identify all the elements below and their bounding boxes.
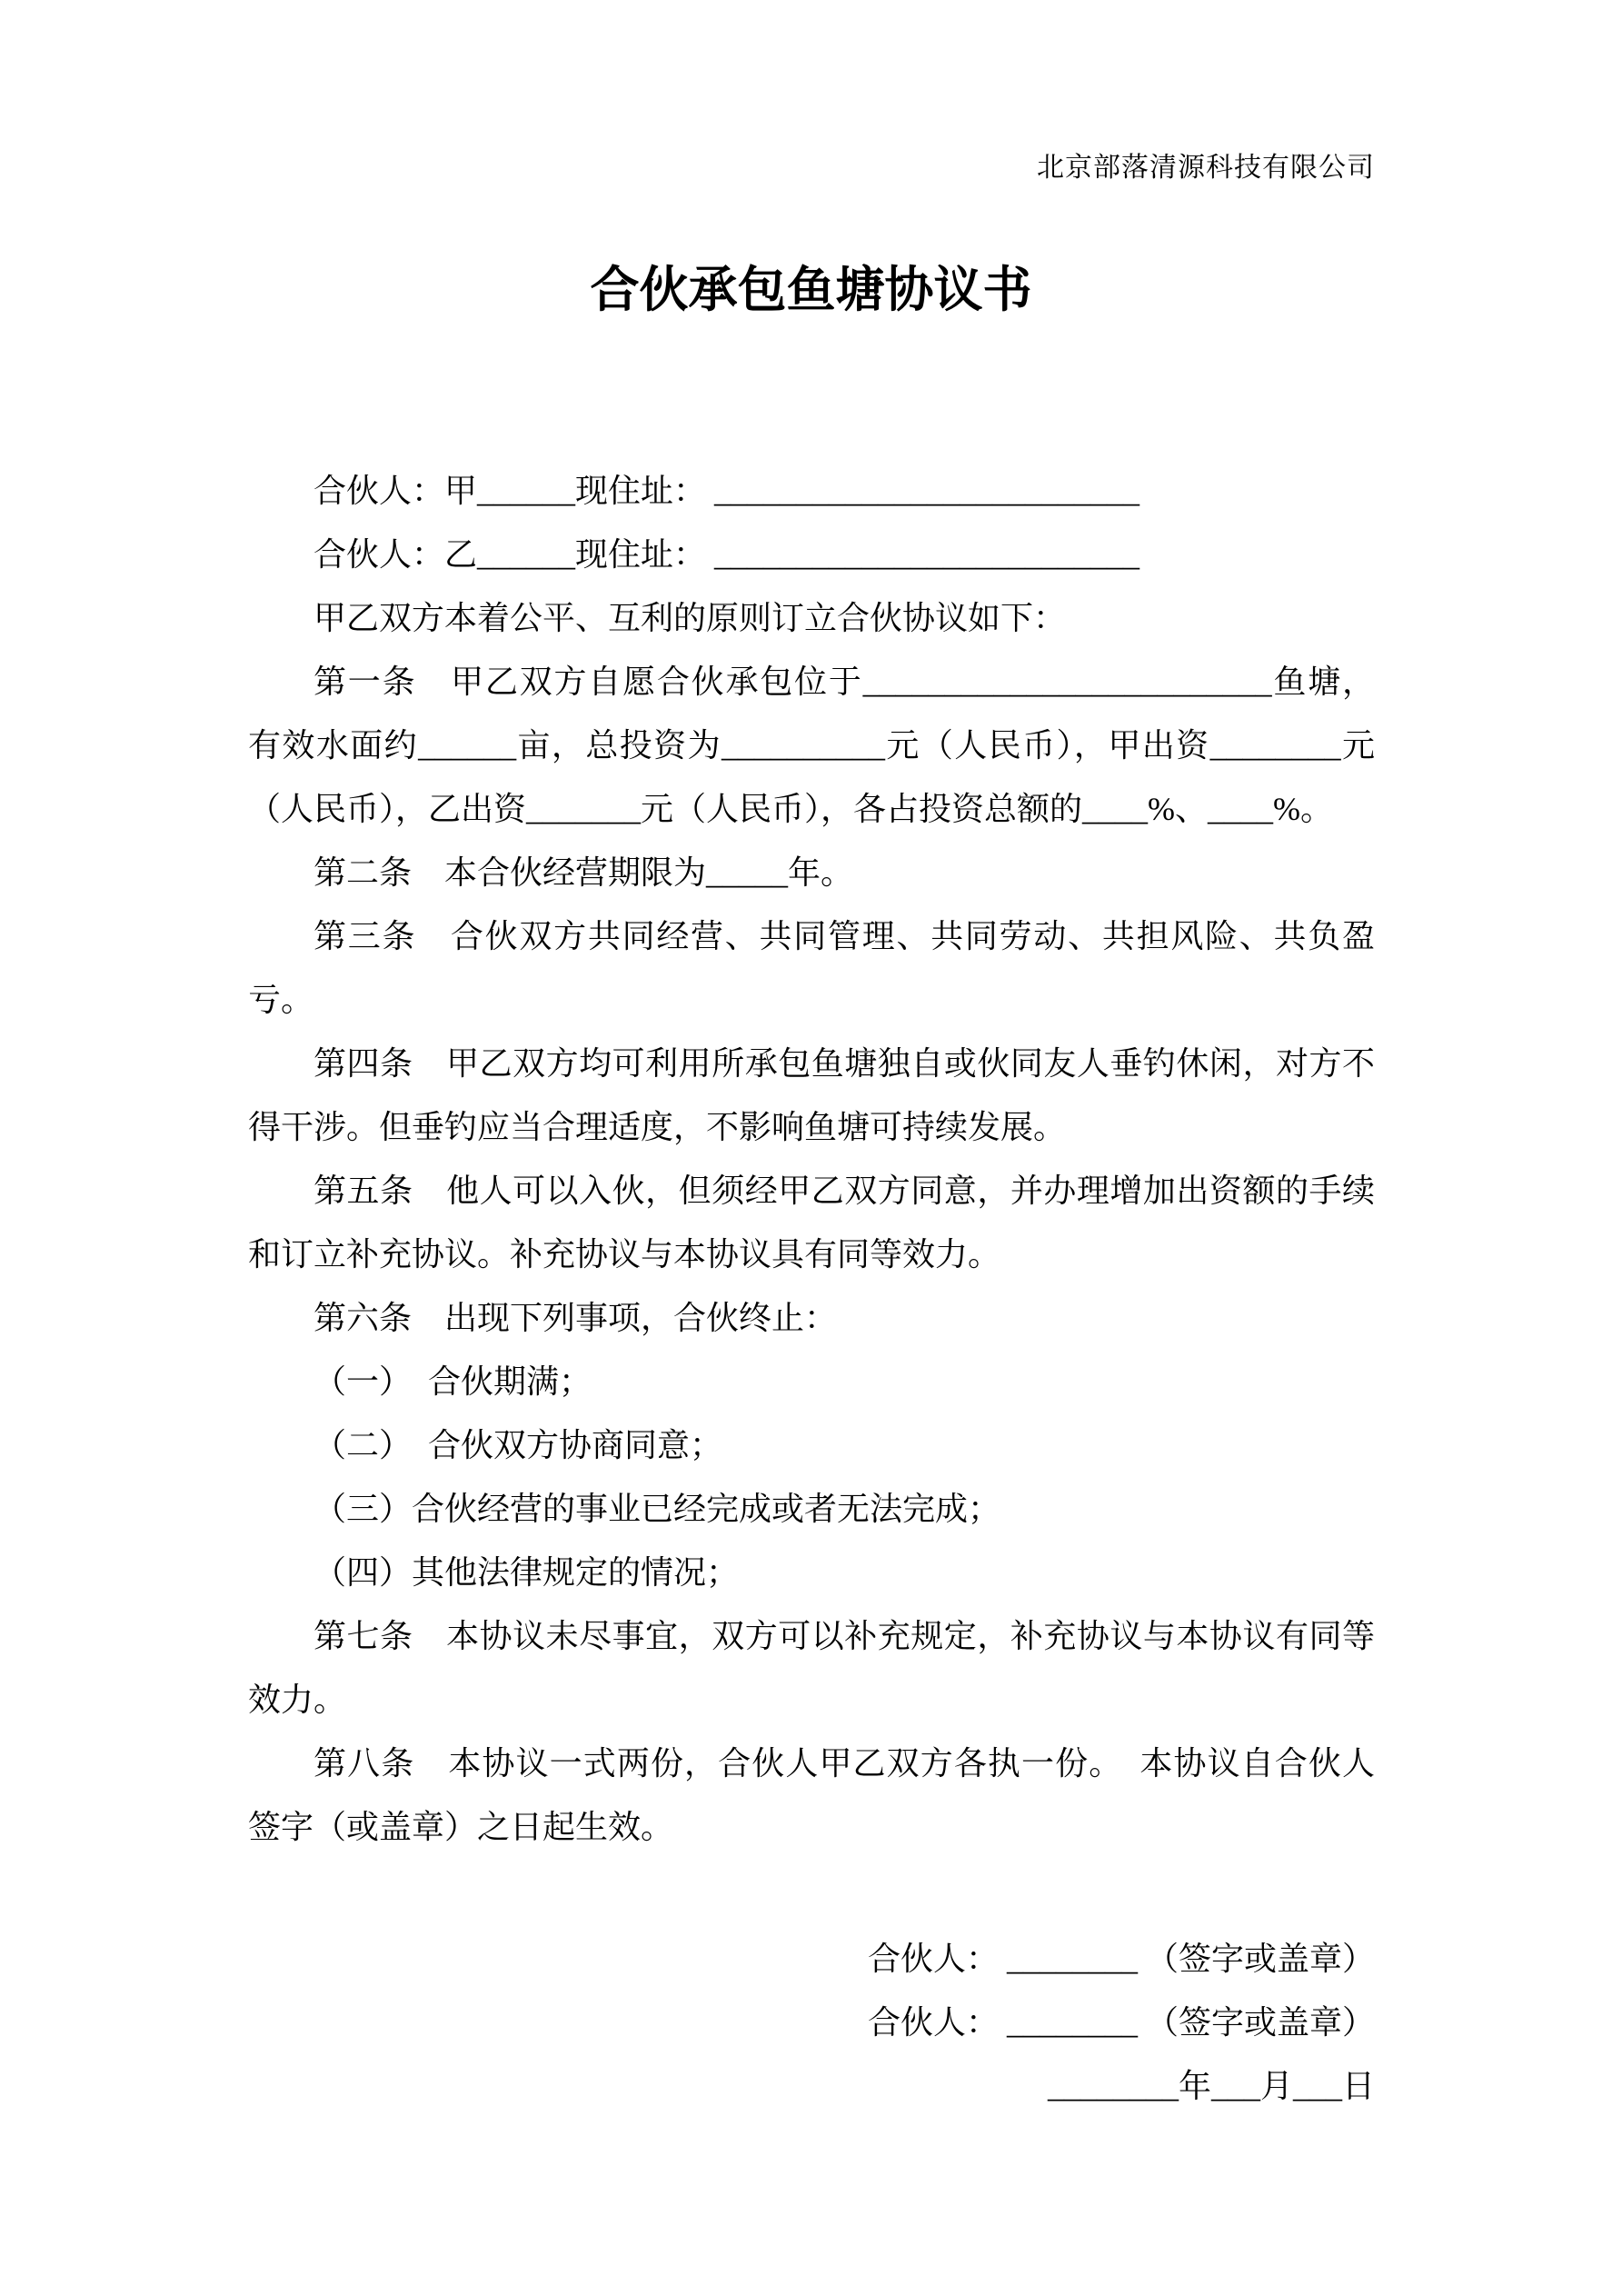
clause-6-item-1: （一） 合伙期满； <box>313 1363 592 1400</box>
clause-7: 第七条 本协议未尽事宜，双方可以补充规定，补充协议与本协议有同等效力。 <box>248 1618 1375 1718</box>
clause-6-item-3: （三）合伙经营的事业已经完成或者无法完成； <box>313 1491 1001 1527</box>
paragraph-preamble: 甲乙双方本着公平、互利的原则订立合伙协议如下： <box>313 600 1067 636</box>
signature-line-date: ________年___月___日 <box>1048 2068 1375 2104</box>
clause-4: 第四条 甲乙双方均可利用所承包鱼塘独自或伙同友人垂钓休闲，对方不得干涉。但垂钓应当合理适度，不影响鱼塘可持续发展。 <box>248 1045 1375 1145</box>
clause-1: 第一条 甲乙双方自愿合伙承包位于_________________________鱼塘，有效水面约______亩，总投资为__________元（人民币），甲出资________元（人民币），乙出资_______元（人民币），各占投资总额的____%、____%。 <box>248 664 1375 827</box>
clause-6: 第六条 出现下列事项，合伙终止： <box>313 1300 838 1336</box>
signature-line-partner-b: 合伙人： ________ （签字或盖章） <box>867 2004 1375 2041</box>
clause-3: 第三条 合伙双方共同经营、共同管理、共同劳动、共担风险、共负盈亏。 <box>248 918 1375 1018</box>
company-header: 北京部落清源科技有限公司 <box>1037 153 1375 183</box>
clause-6-item-2: （二） 合伙双方协商同意； <box>313 1427 723 1463</box>
paragraph-partner-a: 合伙人：甲______现住址： __________________________ <box>313 473 1140 509</box>
clause-8: 第八条 本协议一式两份，合伙人甲乙双方各执一份。 本协议自合伙人签字（或盖章）之日起生效。 <box>248 1745 1375 1845</box>
clause-6-item-4: （四）其他法律规定的情况； <box>313 1554 740 1591</box>
document-title: 合伙承包鱼塘协议书 <box>590 263 1032 317</box>
paragraph-partner-b: 合伙人：乙______现住址： __________________________ <box>313 536 1140 573</box>
signature-block <box>248 1927 1375 2118</box>
signature-line-partner-a: 合伙人： ________ （签字或盖章） <box>867 1941 1375 1977</box>
clause-5: 第五条 他人可以入伙，但须经甲乙双方同意，并办理增加出资额的手续和订立补充协议。补充协议与本协议具有同等效力。 <box>248 1173 1375 1273</box>
clause-2: 第二条 本合伙经营期限为_____年。 <box>313 854 854 891</box>
document-body <box>248 459 1375 2118</box>
